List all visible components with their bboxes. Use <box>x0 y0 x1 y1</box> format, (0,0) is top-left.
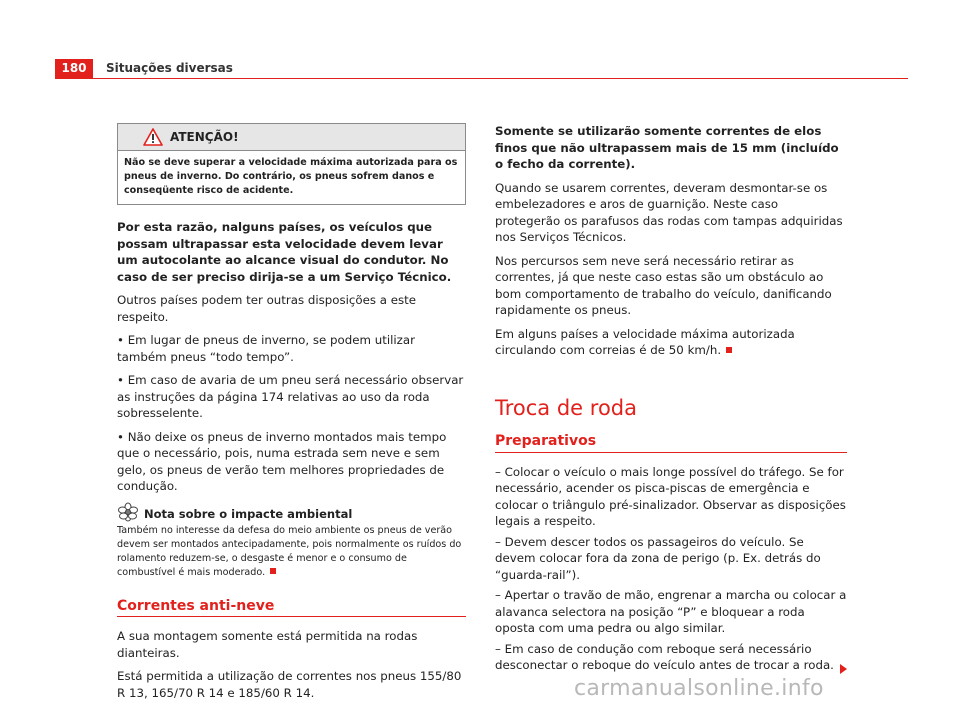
right-column <box>495 123 847 678</box>
end-marker-icon <box>270 568 276 574</box>
continue-arrow-icon <box>840 664 847 674</box>
warning-title: ATENÇÃO! <box>170 130 239 144</box>
step-passengers-out: – Devem descer todos os passageiros do veículo. Se devem colocar fora da zona de perigo (p. Ex. detrás do “guarda-rail”). <box>495 534 821 582</box>
environment-note-text <box>117 524 466 580</box>
environment-note-title: Nota sobre o impacte ambiental <box>144 506 353 521</box>
step-trailer: – Em caso de condução com reboque será necessário desconectar o reboque do veículo antes de trocar a roda. <box>495 641 834 672</box>
max-speed-paragraph <box>495 326 847 359</box>
watermark: carmanualsonline.info <box>574 676 824 701</box>
flower-icon <box>117 502 139 522</box>
bullet-all-season: • Em lugar de pneus de inverno, se podem utilizar também pneus “todo tempo”. <box>117 333 415 364</box>
wheel-change-heading: Troca de roda <box>495 395 637 420</box>
environment-note-body: Também no interesse da defesa do meio ambiente os pneus de verão devem ser montados antecipadamente, pois normalmente os ruídos do rolamento reduzem-se, o desgaste é menor e o consumo de combustível é mais moderado. <box>117 524 462 578</box>
other-countries-paragraph: Outros países podem ter outras disposições a este respeito. <box>117 293 417 324</box>
warning-header <box>118 124 465 151</box>
max-speed-text: Em alguns países a velocidade máxima autorizada circulando com correias é de 50 km/h. <box>495 326 795 357</box>
hubcaps-paragraph: Quando se usarem correntes, deveram desmontar-se os embelezadores e aros de guarnição. Neste caso protegerão os parafusos das rodas com tampas adquiridas nos Serviços Técnicos. <box>495 180 843 244</box>
snow-chains-heading: Correntes anti-neve <box>117 598 466 618</box>
bullet-spare-wheel: • Em caso de avaria de um pneu será necessário observar as instruções da página 174 relativas ao uso da roda sobresselente. <box>117 373 464 420</box>
chains-tyre-sizes: Está permitida a utilização de correntes nos pneus 155/80 R 13, 165/70 R 14 e 185/60 R 14. <box>117 669 462 700</box>
warning-box <box>117 123 466 205</box>
section-title: Situações diversas <box>106 61 233 75</box>
page-number: 180 <box>55 59 93 78</box>
warning-triangle-icon <box>143 128 163 146</box>
remove-chains-paragraph: Nos percursos sem neve será necessário retirar as correntes, já que neste caso estas são um obstáculo ao bom comportamento de trabalho do veículo, danificando rapidamente os pneus. <box>495 253 832 317</box>
environment-note-header <box>117 502 466 524</box>
left-column <box>117 123 466 708</box>
preparations-heading: Preparativos <box>495 433 847 453</box>
warning-text: Não se deve superar a velocidade máxima autorizada para os pneus de inverno. Do contrário, os pneus sofrem danos e conseqüente risco de acidente. <box>124 157 458 196</box>
step-handbrake: – Apertar o travão de mão, engrenar a marcha ou colocar a alavanca selectora na posição “P” e bloquear a roda oposta com uma pedra ou algo similar. <box>495 588 847 635</box>
end-marker-icon <box>726 347 732 353</box>
header-rule <box>55 78 908 79</box>
speed-sticker-paragraph: Por esta razão, nalguns países, os veículos que possam ultrapassar esta velocidade devem levar um autocolante ao alcance visual do condutor. No caso de ser preciso dirija-se a um Serviço Técnico. <box>117 220 452 284</box>
bullet-summer-tyres: • Não deixe os pneus de inverno montados mais tempo que o necessário, pois, numa estrada sem neve e sem gelo, os pneus de verão tem melhores propriedades de condução. <box>117 429 447 493</box>
fine-links-paragraph: Somente se utilizarão somente correntes de elos finos que não ultrapassem mais de 15 mm (incluído o fecho da corrente). <box>495 124 839 171</box>
step-park-safely: – Colocar o veículo o mais longe possível do tráfego. Se for necessário, acender os pisca-piscas de emergência e colocar o triângulo pré-sinalizador. Observar as disposições legais a respeito. <box>495 464 846 528</box>
chains-front-wheels: A sua montagem somente está permitida na rodas dianteiras. <box>117 629 418 660</box>
